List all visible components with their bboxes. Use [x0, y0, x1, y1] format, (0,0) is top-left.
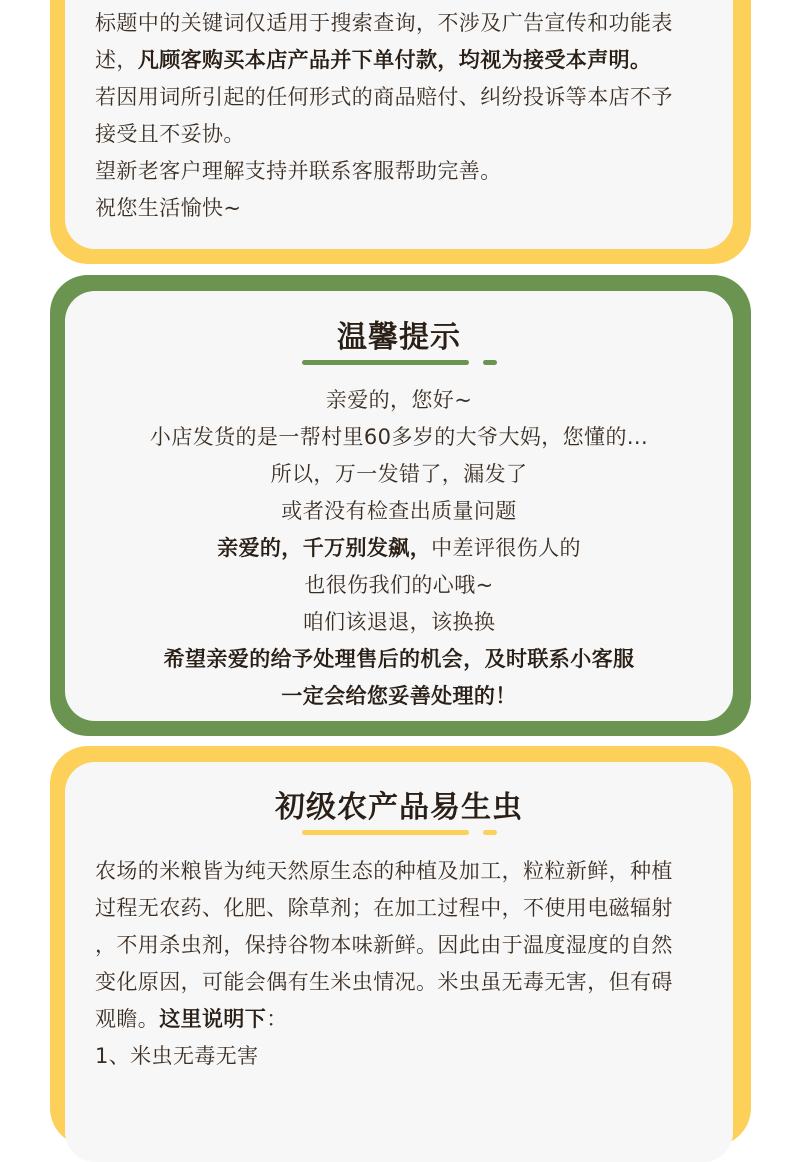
pest-card [65, 762, 733, 1162]
body-text: 农场的米粮皆为纯天然原生态的种植及加工，粒粒新鲜，种植 [95, 859, 673, 883]
text-line [95, 530, 703, 567]
text-line [95, 419, 703, 456]
body-text: 若因用词所引起的任何形式的商品赔付、纠纷投诉等本店不予 [95, 85, 673, 109]
pest-text [95, 853, 703, 1075]
tips-title: 温馨提示 [337, 320, 461, 355]
body-text: 观瞻。 [95, 1007, 160, 1031]
text-line [95, 1001, 703, 1038]
text-line [95, 5, 703, 42]
text-line [95, 890, 703, 927]
body-text: 变化原因，可能会偶有生米虫情况。米虫虽无毒无害，但有碍 [95, 970, 673, 994]
text-line [95, 153, 703, 190]
pest-title: 初级农产品易生虫 [275, 790, 523, 825]
title-underline [302, 360, 469, 365]
text-line [95, 853, 703, 890]
body-text: 标题中的关键词仅适用于搜索查询，不涉及广告宣传和功能表 [95, 11, 673, 35]
title-underline-dash [483, 830, 497, 835]
emphasis-text: 一定会给您妥善处理的！ [281, 684, 517, 708]
notice-card [65, 0, 733, 249]
text-line [95, 79, 703, 116]
emphasis-text: 希望亲爱的给予处理售后的机会，及时联系小客服 [163, 647, 635, 671]
text-line [95, 116, 703, 153]
body-text: ： [266, 1007, 288, 1031]
body-text: 过程无农药、化肥、除草剂；在加工过程中，不使用电磁辐射 [95, 896, 673, 920]
body-text: 所以，万一发错了，漏发了 [270, 462, 528, 486]
pest-frame [50, 746, 751, 1146]
title-underline-dash [483, 360, 497, 365]
text-line [95, 964, 703, 1001]
body-text: ，不用杀虫剂，保持谷物本味新鲜。因此由于温度湿度的自然 [95, 933, 673, 957]
text-line [95, 382, 703, 419]
body-text: 祝您生活愉快~ [95, 196, 242, 220]
tips-text [95, 382, 703, 715]
text-line [95, 567, 703, 604]
emphasis-text: 亲爱的，千万别发飙， [217, 536, 432, 560]
body-text: 1、米虫无毒无害 [95, 1044, 259, 1068]
body-text: 咱们该退退，该换换 [302, 610, 496, 634]
body-text: 或者没有检查出质量问题 [281, 499, 517, 523]
text-line [95, 42, 703, 79]
text-line [95, 493, 703, 530]
text-line [95, 456, 703, 493]
body-text: 中差评很伤人的 [431, 536, 581, 560]
body-text: 小店发货的是一帮村里60多岁的大爷大妈，您懂的... [149, 425, 649, 449]
body-text: 接受且不妥协。 [95, 122, 245, 146]
text-line [95, 641, 703, 678]
tips-frame [50, 275, 751, 736]
body-text: 望新老客户理解支持并联系客服帮助完善。 [95, 159, 502, 183]
text-line [95, 927, 703, 964]
body-text: 亲爱的，您好~ [325, 388, 473, 412]
text-line [95, 604, 703, 641]
text-line [95, 678, 703, 715]
emphasis-text: 这里说明下 [159, 1007, 267, 1031]
body-text: 也很伤我们的心哦~ [304, 573, 494, 597]
text-line [95, 190, 703, 227]
text-line [95, 1038, 703, 1075]
tips-card [65, 291, 733, 721]
title-underline [302, 830, 469, 835]
notice-frame [50, 0, 751, 264]
body-text: 述， [95, 48, 138, 72]
emphasis-text: 凡顾客购买本店产品并下单付款，均视为接受本声明。 [137, 48, 652, 72]
notice-text [95, 5, 703, 227]
